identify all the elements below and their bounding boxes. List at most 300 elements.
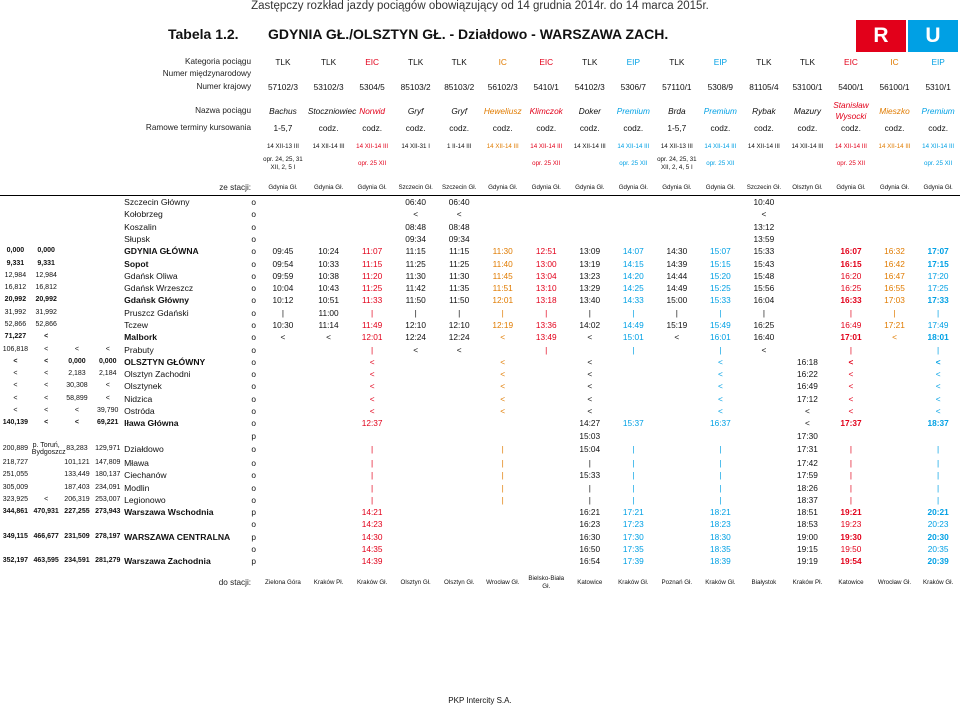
row-from-station-cell: Gdynia Gł. — [531, 184, 561, 192]
time-cell — [612, 195, 656, 208]
time-cell: 17:21 — [884, 320, 905, 330]
time-cell — [259, 343, 307, 355]
row-number-cell: 85103/2 — [444, 82, 475, 93]
arr-dep-marker: o — [251, 295, 257, 306]
time-cell — [524, 417, 568, 429]
time-cell: 16:07 — [840, 246, 862, 257]
row-terms-cell: codz. — [841, 123, 861, 134]
time-cell: | — [849, 344, 853, 355]
time-cell — [873, 555, 917, 567]
row-name-cell: Doker — [578, 105, 601, 116]
row-notes-cell: opr. 25 XII — [358, 160, 387, 168]
time-cell: 11:30 — [449, 270, 470, 281]
time-cell — [699, 195, 743, 208]
station-name — [123, 518, 248, 530]
time-cell: 13:04 — [535, 270, 557, 281]
time-cell — [394, 555, 438, 567]
time-cell — [742, 506, 786, 518]
time-cell: 16:33 — [840, 295, 862, 306]
row-notes-label — [0, 153, 259, 175]
row-to-station-cell: Kraków Gł. — [356, 578, 388, 586]
time-cell — [350, 208, 394, 220]
time-cell: 10:12 — [272, 295, 294, 306]
time-cell — [524, 356, 568, 368]
time-cell — [307, 543, 351, 555]
time-cell: | — [937, 307, 940, 318]
time-cell — [916, 220, 960, 232]
time-cell: 12:10 — [405, 320, 427, 330]
time-cell — [259, 469, 307, 481]
km-col3 — [62, 307, 93, 319]
time-cell — [259, 356, 307, 368]
time-cell — [524, 195, 568, 208]
km-col4: 147,809 — [95, 458, 121, 466]
badge-u: U — [908, 20, 958, 52]
time-cell: < — [587, 369, 593, 380]
time-cell: 09:59 — [272, 270, 294, 281]
time-cell — [612, 380, 656, 392]
station-row — [0, 481, 960, 493]
km-col4: 234,091 — [95, 483, 121, 491]
time-cell: | — [501, 470, 504, 481]
time-cell: 09:34 — [448, 233, 470, 244]
time-cell — [437, 469, 481, 481]
time-cell — [742, 380, 786, 392]
km-col4 — [92, 208, 123, 220]
time-cell — [829, 208, 873, 220]
station-name: Koszalin — [124, 221, 157, 232]
row-dates-cell: 14 XII-14 III — [834, 142, 867, 150]
row-terms-cell: codz. — [536, 123, 557, 134]
time-cell: | — [632, 494, 635, 505]
km-col4 — [92, 220, 123, 232]
km-col3 — [62, 233, 93, 245]
km-col2 — [31, 195, 62, 208]
time-cell — [655, 469, 699, 481]
time-cell — [437, 442, 481, 457]
time-cell: 19:50 — [840, 544, 862, 555]
km-col2 — [31, 481, 62, 493]
time-cell: 19:30 — [840, 531, 862, 542]
time-cell: 13:36 — [535, 320, 557, 330]
station-name: Nidzica — [124, 393, 153, 404]
time-cell — [524, 457, 568, 469]
row-name-cell: Mieszko — [879, 105, 910, 116]
time-cell — [394, 543, 438, 555]
time-cell — [916, 233, 960, 245]
station-row — [0, 195, 960, 208]
station-row — [0, 233, 960, 245]
time-cell — [259, 233, 307, 245]
row-to-station-cell: Kraków Pł. — [313, 578, 344, 586]
km-col3: 231,509 — [64, 532, 90, 540]
time-cell: 15:33 — [753, 246, 775, 257]
time-cell: 11:15 — [362, 258, 383, 269]
time-cell: 10:40 — [742, 195, 786, 208]
time-cell — [612, 368, 656, 380]
arr-dep-marker: o — [251, 258, 257, 269]
km-col3 — [62, 319, 93, 331]
time-cell — [829, 195, 873, 208]
time-cell: 15:15 — [709, 258, 731, 269]
time-cell: 12:10 — [448, 320, 470, 330]
time-cell: 12:37 — [361, 418, 383, 429]
time-cell: | — [501, 494, 504, 505]
row-notes-cell: opr. 25 XII — [619, 160, 648, 168]
km-col1: 106,818 — [2, 345, 29, 353]
time-cell — [259, 393, 307, 405]
time-cell — [655, 481, 699, 493]
time-cell: | — [719, 344, 722, 355]
time-cell: | — [588, 494, 591, 505]
row-to-station-label: do stacji: — [218, 577, 252, 587]
arr-dep-marker: o — [251, 369, 257, 380]
km-col2: < — [44, 333, 49, 341]
time-cell — [655, 457, 699, 469]
time-cell — [307, 208, 351, 220]
time-cell: 16:55 — [884, 283, 905, 294]
km-col1: 323,925 — [2, 495, 29, 503]
time-cell: < — [935, 406, 941, 417]
time-cell — [259, 220, 307, 232]
row-from-station-cell: Gdynia Gł. — [705, 184, 735, 192]
time-cell — [873, 380, 917, 392]
time-cell — [394, 442, 438, 457]
time-cell — [742, 543, 786, 555]
time-cell: | — [719, 470, 722, 481]
time-cell: 13:09 — [579, 246, 601, 257]
row-from-station-cell: Gdynia Gł. — [488, 184, 518, 192]
time-cell: 11:51 — [492, 283, 513, 294]
km-col2: < — [44, 419, 49, 427]
km-col1: 344,861 — [2, 508, 29, 516]
time-cell: < — [456, 209, 462, 220]
time-cell — [307, 494, 351, 506]
time-cell: 17:01 — [840, 332, 862, 343]
row-category-cell: TLK — [669, 56, 685, 67]
time-cell: 14:30 — [361, 531, 383, 542]
time-cell — [394, 469, 438, 481]
arr-dep-marker: o — [251, 270, 257, 281]
arr-dep-marker: o — [251, 344, 257, 355]
row-terms-cell: codz. — [710, 123, 731, 134]
time-cell — [873, 417, 917, 429]
time-cell: 15:56 — [753, 283, 775, 294]
time-cell: 19:19 — [797, 556, 818, 567]
row-number-cell: 54102/3 — [574, 82, 605, 93]
time-cell — [655, 380, 699, 392]
time-cell — [394, 506, 438, 518]
station-row — [0, 319, 960, 331]
time-cell — [568, 233, 612, 245]
row-to-station — [0, 574, 960, 592]
arr-dep-marker: o — [251, 544, 257, 555]
km-col4 — [92, 518, 123, 530]
km-col3: < — [74, 345, 79, 353]
time-cell — [394, 494, 438, 506]
km-col2: < — [44, 357, 49, 365]
time-cell: | — [545, 307, 548, 318]
time-cell: 09:54 — [272, 258, 294, 269]
time-cell — [873, 233, 917, 245]
row-dates-cell: 14 XII-14 III — [312, 142, 345, 150]
time-cell — [873, 368, 917, 380]
time-cell: 13:10 — [535, 283, 557, 294]
time-cell — [524, 430, 568, 442]
time-cell — [259, 195, 307, 208]
time-cell — [259, 457, 307, 469]
time-cell: | — [632, 470, 635, 481]
time-cell — [916, 430, 960, 442]
row-from-station-cell: Gdynia Gł. — [836, 184, 866, 192]
row-terms-cell: 1-5,7 — [273, 123, 293, 134]
row-dates-cell: 14 XII-13 III — [660, 142, 693, 150]
km-col4: 278,197 — [95, 532, 121, 540]
row-dates-cell: 14 XII-14 III — [356, 142, 389, 150]
time-cell: | — [414, 307, 417, 318]
time-cell — [655, 442, 699, 457]
km-col2: 52,866 — [35, 321, 57, 328]
km-col1: 9,331 — [6, 259, 25, 267]
time-cell: 17:35 — [622, 544, 644, 555]
time-cell: 09:34 — [405, 233, 427, 244]
station-name — [123, 543, 248, 555]
time-cell: 16:18 — [797, 356, 818, 367]
time-cell — [524, 233, 568, 245]
km-col3 — [62, 245, 93, 257]
time-cell: | — [849, 494, 853, 505]
km-col1 — [0, 220, 31, 232]
time-cell — [742, 469, 786, 481]
time-cell: 12:01 — [361, 332, 383, 343]
row-terms-cell: 1-5,7 — [667, 123, 687, 134]
time-cell — [394, 518, 438, 530]
time-cell — [394, 430, 438, 442]
time-cell: < — [369, 356, 375, 367]
row-terms-cell: codz. — [362, 123, 383, 134]
station-name: Gdańsk Wrzeszcz — [124, 283, 194, 294]
time-cell — [307, 195, 351, 208]
time-cell: 17:59 — [797, 470, 818, 481]
time-cell — [437, 494, 481, 506]
time-cell: 16:54 — [579, 556, 601, 567]
time-cell — [259, 208, 307, 220]
km-col4 — [92, 233, 123, 245]
time-cell — [873, 405, 917, 417]
km-col1: 349,115 — [2, 532, 28, 540]
row-to-station-cell: Zielona Góra — [265, 578, 301, 586]
row-from-station-cell: Gdynia Gł. — [662, 184, 692, 192]
time-cell: 15:20 — [709, 270, 731, 281]
row-dates-cell: 14 XII-14 III — [573, 142, 606, 150]
time-cell — [786, 270, 830, 282]
row-category-cell: TLK — [275, 56, 291, 67]
time-cell: | — [937, 344, 940, 355]
time-cell: 15:04 — [579, 444, 601, 455]
time-cell: 11:25 — [362, 283, 383, 294]
row-terms-label: Ramowe terminy kursowania — [145, 123, 252, 133]
time-cell — [699, 233, 743, 245]
row-dates-cell: 14 XII-13 III — [266, 142, 299, 150]
arr-dep-marker: o — [251, 482, 257, 493]
time-cell — [307, 506, 351, 518]
time-cell — [916, 208, 960, 220]
row-dates-cell: 1 II-14 III — [446, 142, 472, 150]
time-cell — [655, 555, 699, 567]
time-cell: 18:35 — [709, 544, 731, 555]
time-cell: | — [501, 482, 504, 493]
time-cell: 15:49 — [709, 320, 731, 330]
time-cell: 06:40 — [437, 195, 481, 208]
km-col1: 71,227 — [4, 333, 27, 341]
row-notes-cell — [394, 153, 438, 175]
arr-dep-marker: o — [251, 221, 257, 232]
time-cell: < — [587, 406, 593, 417]
time-cell — [437, 506, 481, 518]
time-cell — [655, 494, 699, 506]
row-name-cell: Premium — [703, 105, 737, 116]
time-cell — [259, 555, 307, 567]
station-name: Malbork — [124, 332, 158, 343]
km-col2 — [31, 233, 62, 245]
arr-dep-marker: o — [251, 519, 257, 530]
time-cell: 10:51 — [318, 295, 339, 306]
time-cell — [742, 555, 786, 567]
time-cell: | — [762, 307, 765, 318]
station-name: Olsztyn Zachodni — [124, 369, 191, 380]
time-cell: | — [458, 307, 461, 318]
station-row — [0, 531, 960, 543]
time-cell: < — [500, 381, 506, 392]
time-cell: | — [371, 307, 374, 318]
km-col2 — [31, 220, 62, 232]
row-dates-cell: 14 XII-14 III — [486, 142, 519, 150]
time-cell — [655, 405, 699, 417]
km-col2: < — [44, 407, 49, 415]
km-col3 — [62, 543, 93, 555]
km-col2 — [31, 469, 62, 481]
time-cell: 11:30 — [405, 270, 426, 281]
row-from-station-cell: Olsztyn Gł. — [792, 184, 823, 192]
time-cell: 08:48 — [448, 221, 470, 232]
row-category-cell: TLK — [451, 56, 467, 67]
time-cell: < — [848, 393, 854, 404]
time-cell: 10:33 — [318, 258, 339, 269]
time-cell: 14:39 — [361, 556, 383, 567]
time-cell: 16:40 — [753, 332, 775, 343]
row-category-cell: EIC — [365, 56, 380, 67]
time-cell — [612, 356, 656, 368]
row-category-label: Kategoria pociągu — [185, 56, 252, 66]
arr-dep-marker: p — [251, 507, 257, 518]
km-col3 — [62, 518, 93, 530]
station-row — [0, 245, 960, 257]
time-cell: 15:07 — [709, 246, 731, 257]
time-cell: | — [545, 344, 548, 355]
time-cell: 17:39 — [622, 556, 644, 567]
time-cell — [524, 442, 568, 457]
time-cell: 14:35 — [361, 544, 383, 555]
row-from-station-cell: Gdynia Gł. — [618, 184, 648, 192]
station-row — [0, 294, 960, 306]
arr-dep-marker: o — [251, 320, 257, 330]
row-number-cell: 53100/1 — [792, 82, 823, 93]
km-col2: 16,812 — [35, 284, 57, 292]
time-cell: 18:37 — [927, 418, 949, 429]
time-cell — [873, 208, 917, 220]
time-cell: | — [849, 482, 853, 493]
station-row — [0, 494, 960, 506]
time-cell: 19:23 — [840, 519, 862, 530]
time-cell — [524, 469, 568, 481]
arr-dep-marker: o — [251, 209, 257, 220]
time-cell — [259, 417, 307, 429]
time-cell: 18:37 — [797, 494, 818, 505]
row-category-cell: EIP — [931, 56, 945, 67]
time-cell: 14:30 — [666, 246, 688, 257]
time-cell: 11:15 — [449, 246, 470, 257]
time-cell: 19:54 — [840, 556, 862, 567]
time-cell: 13:12 — [753, 221, 775, 232]
time-cell — [786, 307, 830, 319]
row-number-cell: 5308/9 — [707, 82, 734, 93]
time-cell — [786, 331, 830, 343]
time-cell: 14:21 — [361, 507, 383, 518]
time-cell — [307, 555, 351, 567]
time-cell — [873, 457, 917, 469]
km-col4: 0,000 — [98, 357, 117, 365]
row-notes-cell: opr. 25 XII — [836, 160, 866, 168]
time-cell — [524, 506, 568, 518]
time-cell — [437, 518, 481, 530]
time-cell — [612, 393, 656, 405]
time-cell: 17:15 — [927, 258, 949, 269]
time-cell — [524, 405, 568, 417]
km-col1 — [0, 208, 31, 220]
time-cell — [786, 245, 830, 257]
km-col4 — [92, 294, 123, 306]
time-cell — [307, 481, 351, 493]
row-terms-cell: codz. — [884, 123, 905, 134]
km-col2: < — [44, 370, 49, 378]
km-col3: 83,283 — [66, 445, 88, 453]
time-cell — [655, 195, 699, 208]
station-name: Olsztynek — [124, 381, 162, 392]
row-category-cell: TLK — [756, 56, 772, 67]
time-cell: | — [588, 307, 591, 318]
time-cell — [742, 457, 786, 469]
time-cell — [307, 469, 351, 481]
time-cell: 16:49 — [797, 381, 818, 392]
row-to-station-cell: Katowice — [838, 578, 864, 586]
row-name — [0, 100, 960, 122]
row-dates-cell: 14 XII-14 III — [922, 142, 955, 150]
timetable — [0, 55, 960, 592]
time-cell: | — [937, 494, 940, 505]
row-dates-cell: 14 XII-14 III — [530, 142, 563, 150]
km-col3 — [62, 208, 93, 220]
station-row — [0, 356, 960, 368]
time-cell: 14:02 — [579, 320, 601, 330]
time-cell: | — [937, 444, 940, 455]
row-to-station-cell: Białystok — [751, 578, 777, 586]
time-cell — [350, 220, 394, 232]
time-cell: 10:30 — [272, 320, 294, 330]
arr-dep-marker: o — [251, 332, 257, 343]
time-cell — [524, 555, 568, 567]
km-col2: < — [44, 495, 49, 503]
station-name: Mława — [124, 457, 149, 468]
